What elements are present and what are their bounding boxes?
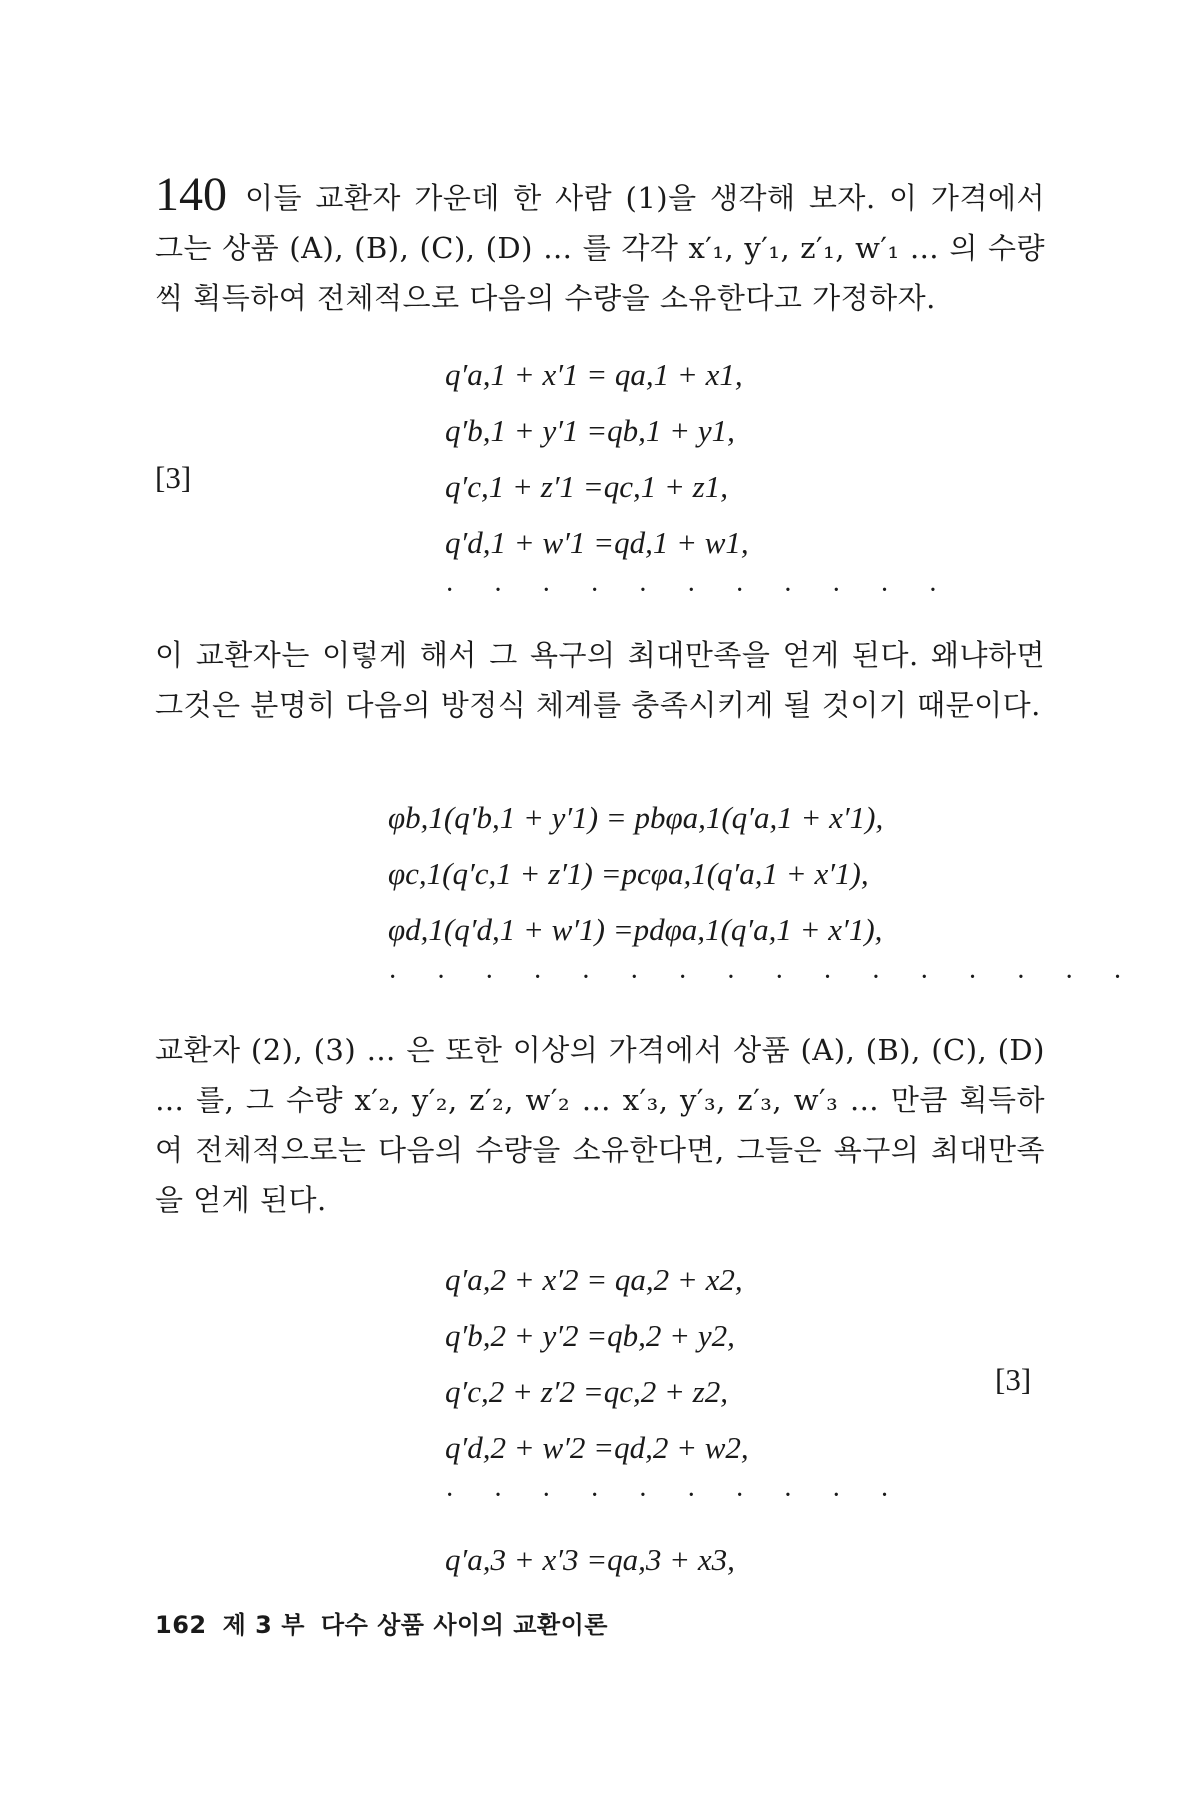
equation-label: [3] <box>155 460 192 495</box>
part-label: 제 3 부 <box>222 1611 305 1639</box>
chapter-title: 다수 상품 사이의 교환이론 <box>320 1611 608 1639</box>
equation-line: q′d,1 + w′1 =qd,1 + w1, <box>445 525 749 560</box>
equation-label: [3] <box>995 1362 1032 1397</box>
continuation-dots: · · · · · · · · · · <box>445 1480 906 1511</box>
page-footer <box>155 1605 608 1640</box>
equation-line: q′b,1 + y′1 =qb,1 + y1, <box>445 413 735 448</box>
equation-line: q′d,2 + w′2 =qd,2 + w2, <box>445 1430 749 1465</box>
paragraph-satisfaction <box>155 630 1045 730</box>
equation-line: q′b,2 + y′2 =qb,2 + y2, <box>445 1318 735 1353</box>
equation-line: q′a,2 + x′2 = qa,2 + x2, <box>445 1262 743 1297</box>
equation-line: q′a,3 + x′3 =qa,3 + x3, <box>445 1542 735 1577</box>
equation-line: φd,1(q′d,1 + w′1) =pdφa,1(q′a,1 + x′1), <box>388 912 883 947</box>
equation-line: q′c,2 + z′2 =qc,2 + z2, <box>445 1374 728 1409</box>
equation-system-quantities-2 <box>445 1252 905 1588</box>
equation-system-utility <box>388 790 1138 1014</box>
equation-line: q′c,1 + z′1 =qc,1 + z1, <box>445 469 728 504</box>
paragraph-140 <box>155 170 1045 323</box>
paragraph-number: 140 <box>155 168 227 221</box>
equation-system-quantities-1 <box>445 347 954 627</box>
paragraph-other-exchangers <box>155 1025 1045 1225</box>
paragraph-text: 이들 교환자 가운데 한 사람 (1)을 생각해 보자. 이 가격에서 그는 상품 (A), (B), (C), (D) … 를 각각 x′₁, y′₁, z′₁, w′₁ … 의 수량씩 획득하여 전체적으로 다음의 수량을 소유한다고 가정하자. <box>155 181 1045 315</box>
paragraph-text: 이 교환자는 이렇게 해서 그 욕구의 최대만족을 얻게 된다. 왜냐하면 그것은 분명히 다음의 방정식 체계를 충족시키게 될 것이기 때문이다. <box>155 638 1045 722</box>
page-number: 162 <box>155 1611 207 1639</box>
continuation-dots: · · · · · · · · · · · <box>445 575 954 606</box>
equation-line: φc,1(q′c,1 + z′1) =pcφa,1(q′a,1 + x′1), <box>388 856 869 891</box>
continuation-dots: · · · · · · · · · · · · · · · · <box>388 962 1139 993</box>
equation-line: q′a,1 + x′1 = qa,1 + x1, <box>445 357 743 392</box>
equation-line: φb,1(q′b,1 + y′1) = pbφa,1(q′a,1 + x′1), <box>388 800 884 835</box>
paragraph-text: 교환자 (2), (3) … 은 또한 이상의 가격에서 상품 (A), (B), (C), (D) … 를, 그 수량 x′₂, y′₂, z′₂, w′₂ … x′₃, y′₃, z′₃, w′₃ … 만큼 획득하여 전체적으로는 다음의 수량을 소유한다면, 그들은 욕구의 최대만족을 얻게 된다. <box>155 1033 1045 1217</box>
